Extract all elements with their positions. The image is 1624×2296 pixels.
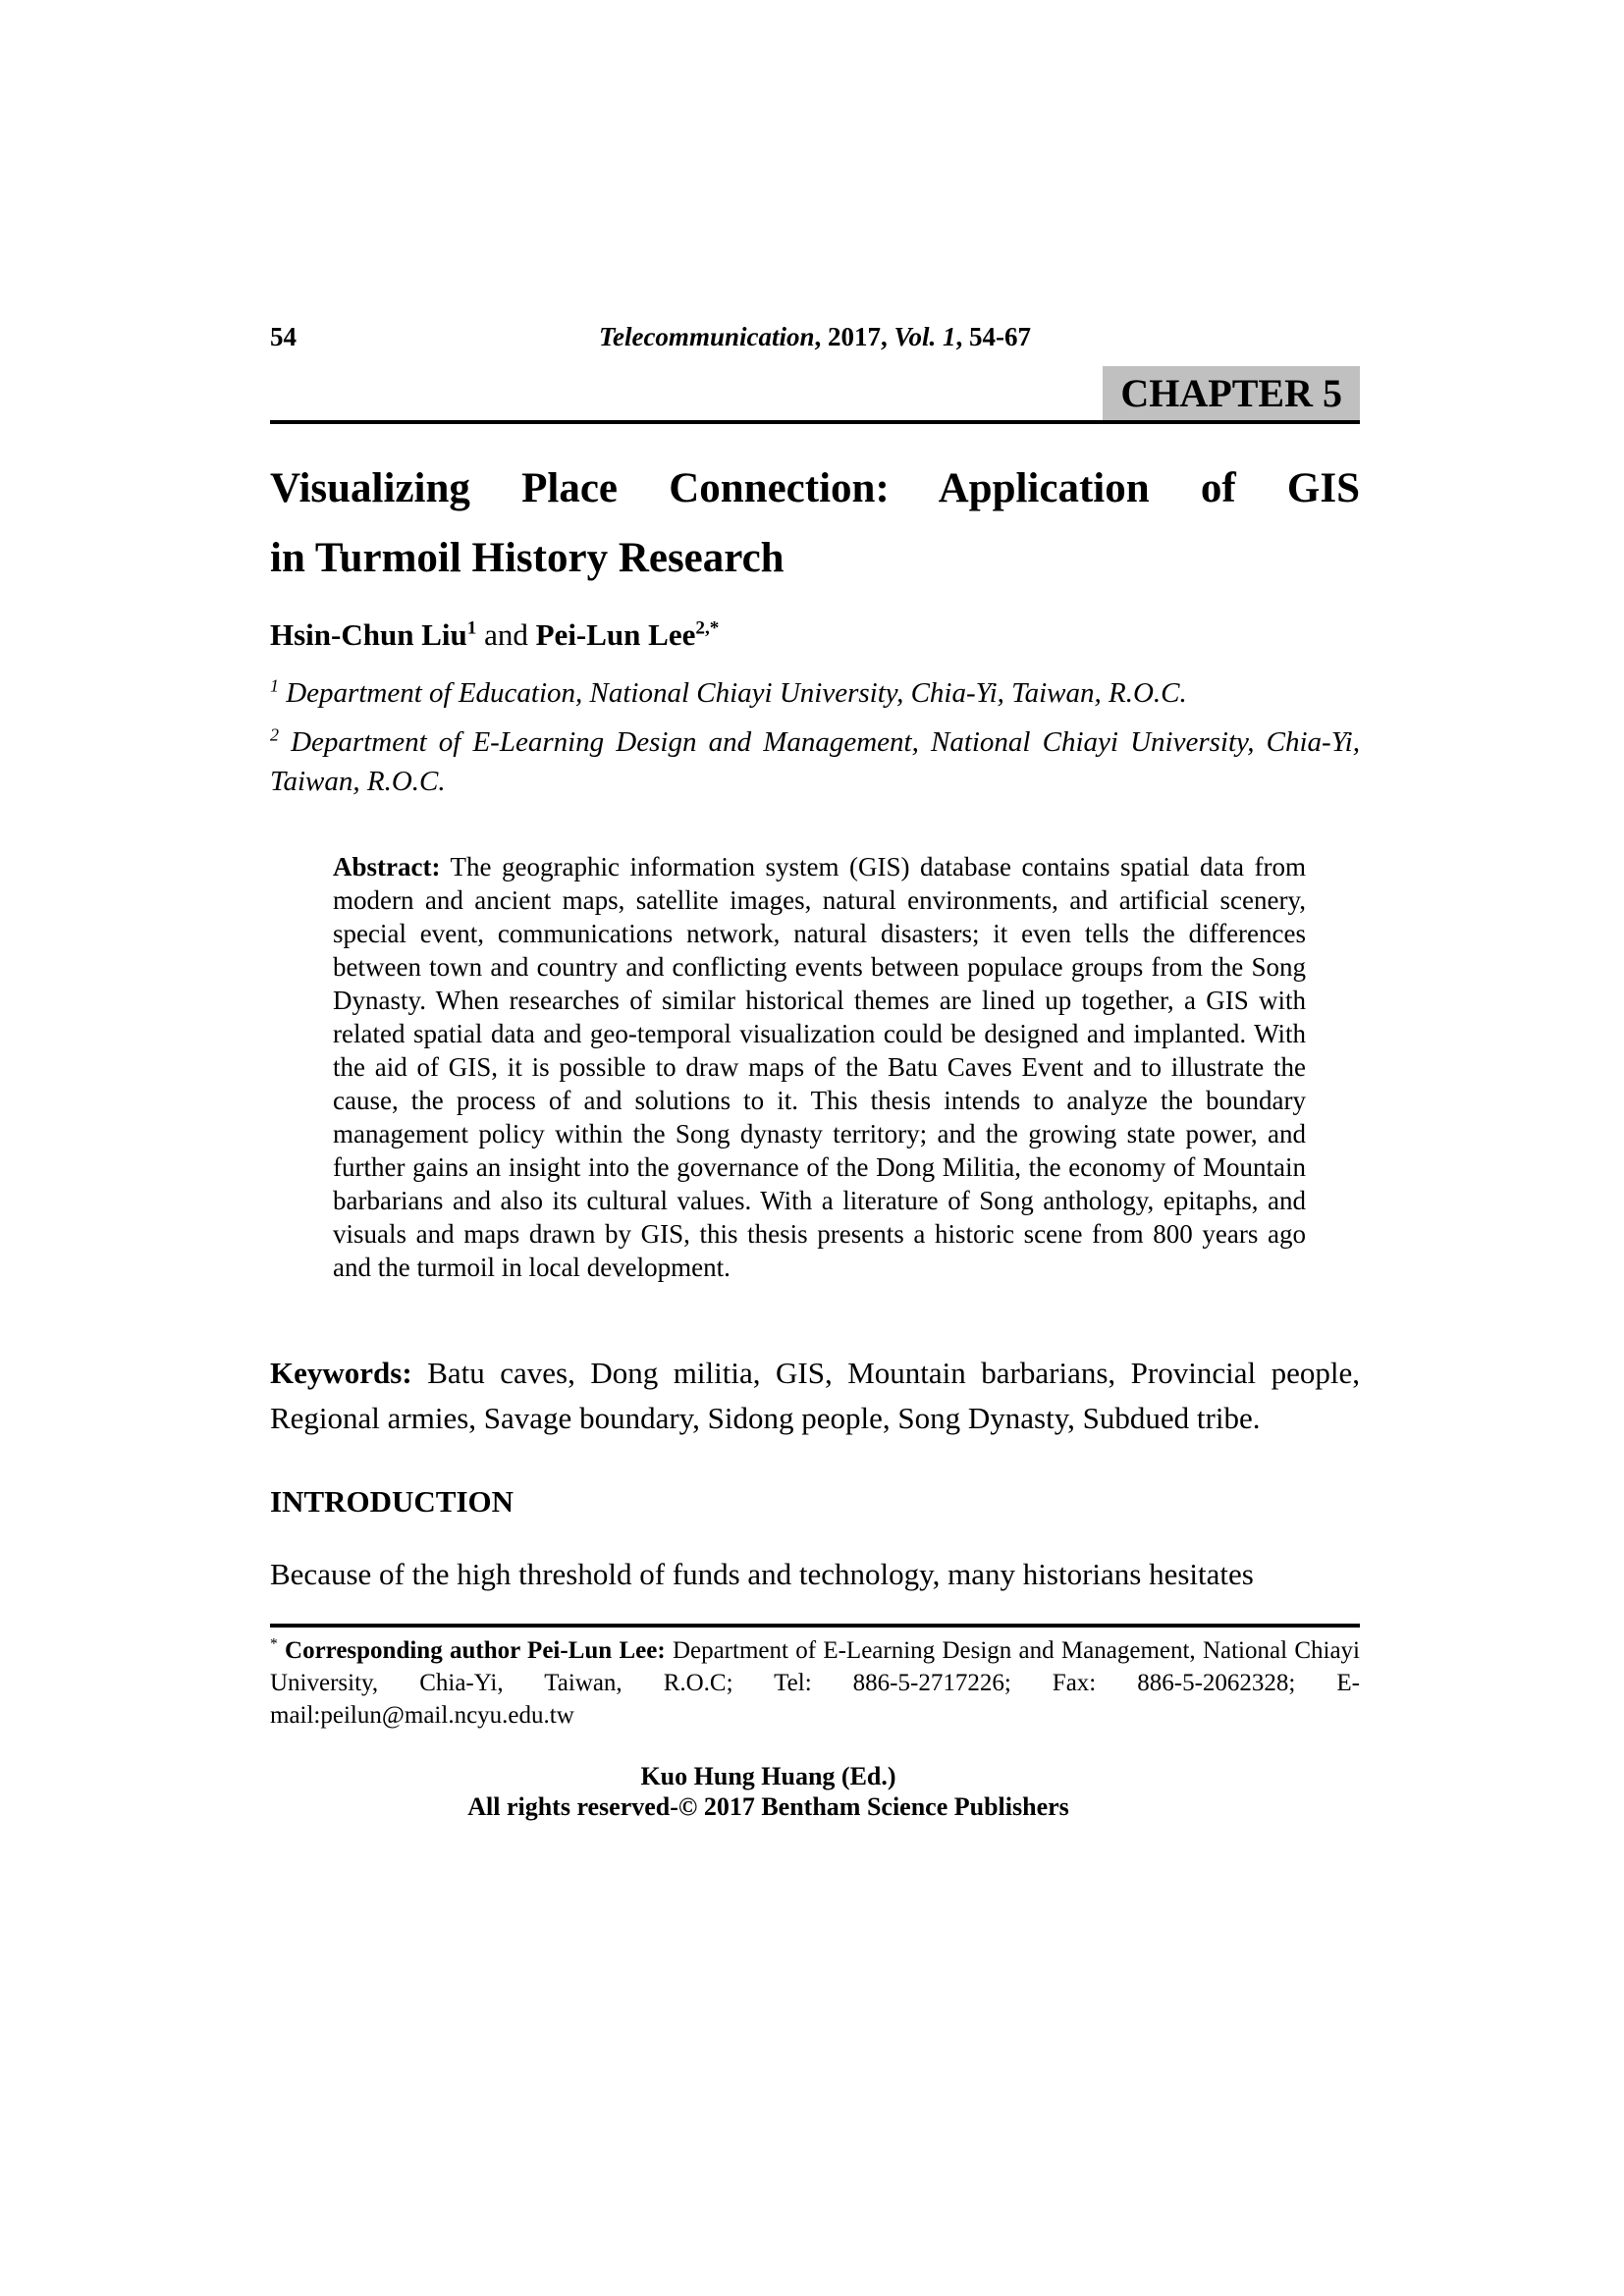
journal-citation: [270, 320, 1360, 353]
page-content: [270, 0, 1360, 1822]
introduction-heading: INTRODUCTION: [270, 1484, 514, 1519]
footer-rights-line: All rights reserved-© 2017 Bentham Science Publishers: [467, 1792, 1069, 1821]
chapter-badge: CHAPTER 5: [1103, 366, 1360, 420]
author-2-name: Pei-Lun Lee: [535, 617, 696, 652]
keywords-text: Batu caves, Dong militia, GIS, Mountain barbarians, Provincial people, Regional armies, Savage boundary, Sidong people, Song Dynasty, Subdued tribe.: [270, 1356, 1360, 1435]
affiliation-2-text: Department of E-Learning Design and Management, National Chiayi University, Chia-Yi, Taiwan, R.O.C.: [270, 726, 1360, 797]
keywords-label: Keywords:: [270, 1356, 412, 1390]
affiliation-2: [270, 722, 1360, 801]
article-title: [270, 454, 1360, 593]
footer-editor-line: Kuo Hung Huang (Ed.): [640, 1762, 896, 1790]
abstract-paragraph: [333, 850, 1306, 1284]
abstract-label: Abstract:: [333, 852, 441, 881]
journal-volume: Vol. 1: [893, 322, 956, 351]
affiliation-1: [270, 673, 1360, 713]
affiliation-1-superscript: 1: [270, 675, 279, 696]
page-number: 54: [270, 322, 297, 351]
page-footer: [270, 1761, 1267, 1822]
article-title-line-2: in Turmoil History Research: [270, 535, 785, 581]
footnote-rule: [270, 1624, 1360, 1628]
author-1-name: Hsin-Chun Liu: [270, 617, 467, 652]
footnote-marker: *: [270, 1635, 278, 1653]
journal-sep2: ,: [880, 322, 894, 351]
header-rule: [270, 420, 1360, 424]
author-2-superscript: 2,*: [695, 617, 720, 639]
author-1-superscript: 1: [466, 617, 477, 639]
authors-line: [270, 616, 1360, 654]
journal-sep1: ,: [814, 322, 828, 351]
running-header: [270, 320, 1360, 353]
keywords-paragraph: [270, 1351, 1360, 1441]
abstract-text: The geographic information system (GIS) database contains spatial data from modern and ancient maps, satellite images, natural environments, and artificial scenery, special event, communications network, natural disasters; it even tells the differences between town and country and conflicting events between populace groups from the Song Dynasty. When researches of similar historical themes are lined up together, a GIS with related spatial data and geo-temporal visualization could be designed and implanted. With the aid of GIS, it is possible to draw maps of the Batu Caves Event and to illustrate the cause, the process of and solutions to it. This thesis intends to analyze the boundary management policy within the Song dynasty territory; and the growing state power, and further gains an insight into the governance of the Dong Militia, the economy of Mountain barbarians and also its cultural values. With a literature of Song anthology, epitaphs, and visuals and maps drawn by GIS, this thesis presents a historic scene from 800 years ago and the turmoil in local development.: [333, 852, 1306, 1282]
affiliation-2-superscript: 2: [270, 724, 279, 745]
affiliation-1-text: Department of Education, National Chiayi University, Chia-Yi, Taiwan, R.O.C.: [278, 677, 1187, 709]
corresponding-author-footnote: [270, 1634, 1360, 1732]
chapter-badge-row: [270, 366, 1360, 420]
footnote-label: Corresponding author Pei-Lun Lee:: [285, 1637, 666, 1664]
journal-pages: , 54-67: [955, 322, 1032, 351]
journal-name: Telecommunication: [598, 322, 815, 351]
journal-year: 2017: [827, 322, 881, 351]
introduction-paragraph: Because of the high threshold of funds and technology, many historians hesitates: [270, 1557, 1254, 1591]
authors-connector: and: [476, 617, 536, 652]
footnote-text: Department of E-Learning Design and Management, National Chiayi University, Chia-Yi, Taiwan, R.O.C; Tel: 886-5-2717226; Fax: 886-5-2062328; E-mail:peilun@mail.ncyu.edu.tw: [270, 1637, 1360, 1729]
article-title-line-1: Visualizing Place Connection: Application of GIS: [270, 465, 1360, 511]
